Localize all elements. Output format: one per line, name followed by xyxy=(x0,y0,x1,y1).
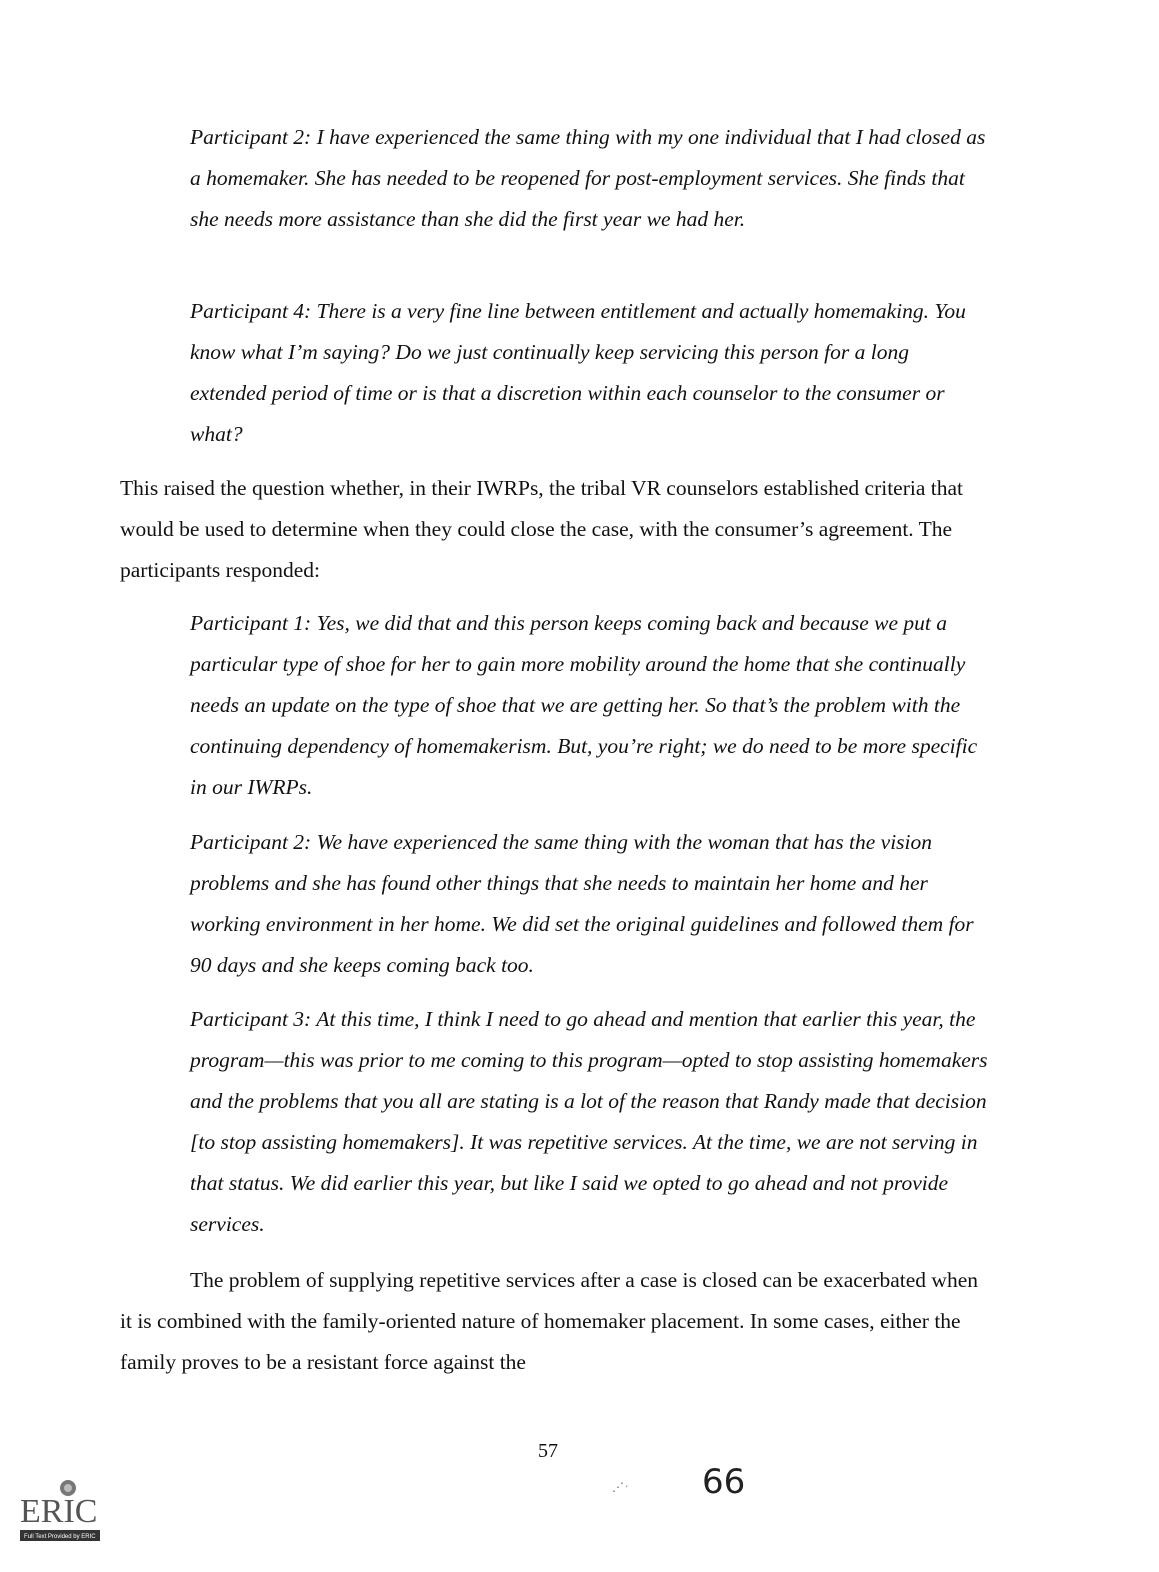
quote-participant-2-first: Participant 2: I have experienced the same thing with my one individual that I had closed as a homemaker. She has needed to be reopened for post-employment services. She finds that she needs more assistance than she did the first year we had her. xyxy=(190,125,986,231)
eric-logo xyxy=(16,1478,106,1551)
quote-participant-3: Participant 3: At this time, I think I need to go ahead and mention that earlier this year, the program—this was prior to me coming to this program—opted to stop assisting homemakers and the problems that you all are stating is a lot of the reason that Randy made that decision [to stop assisting homemakers]. It was repetitive services. At the time, we are not serving in that status. We did earlier this year, but like I said we opted to go ahead and not provide services. xyxy=(190,1007,988,1236)
scan-speck: ⋰ˑ xyxy=(612,1480,630,1494)
quote-participant-1: Participant 1: Yes, we did that and this person keeps coming back and because we put a particular type of shoe for her to gain more mobility around the home that she continually needs an update on the type of shoe that we are getting her. So that’s the problem with the continuing dependency of homemakerism. But, you’re right; we do need to be more specific in our IWRPs. xyxy=(190,611,978,799)
paragraph-question: This raised the question whether, in their IWRPs, the tribal VR counselors established criteria that would be used to determine when they could close the case, with the consumer’s agreement. The participants responded: xyxy=(120,476,964,582)
page-number: 57 xyxy=(538,1440,558,1462)
quote-participant-2-second: Participant 2: We have experienced the same thing with the woman that has the vision problems and she has found other things that she needs to maintain her home and her working environment in her home. We did set the original guidelines and followed them for 90 days and she keeps coming back too. xyxy=(190,830,974,977)
paragraph-problem: The problem of supplying repetitive services after a case is closed can be exacerbated when it is combined with the family-oriented nature of homemaker placement. In some cases, either the family proves to be a resistant force against the xyxy=(120,1268,978,1374)
quote-participant-4: Participant 4: There is a very fine line between entitlement and actually homemaking. You know what I’m saying? Do we just continually keep servicing this person for a long extended period of time or is that a discretion within each counselor to the consumer or what? xyxy=(190,299,966,446)
stamp-number: 66 xyxy=(702,1462,746,1502)
eric-logo-icon xyxy=(16,1478,106,1546)
eric-logo-text: ERIC xyxy=(20,1493,98,1530)
eric-logo-subtext: Full Text Provided by ERIC xyxy=(24,1534,96,1540)
